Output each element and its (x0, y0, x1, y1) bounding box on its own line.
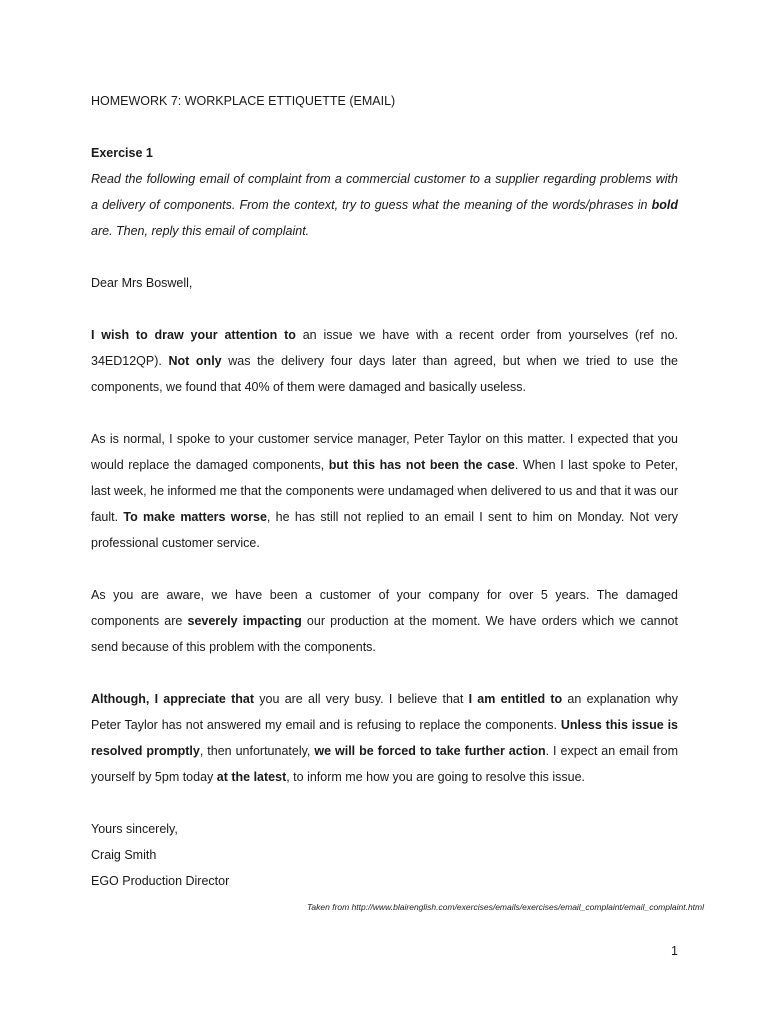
bold-phrase: we will be forced to take further action (314, 744, 546, 758)
text: As you are aware, we have been a customer of your company for over 5 years. The damaged components are (91, 588, 678, 628)
instruction-bold-word: bold (651, 198, 678, 212)
letter-paragraph-3 (91, 582, 678, 660)
text: an explanation why Peter Taylor has not answered my email and is refusing to replace the components. (91, 692, 678, 732)
document-body (91, 88, 678, 894)
bold-phrase: I wish to draw your attention to (91, 328, 296, 342)
bold-phrase: I am entitled to (468, 692, 563, 706)
text: . I expect an email from yourself by 5pm today (91, 744, 678, 784)
text: As is normal, I spoke to your customer service manager, Peter Taylor on this matter. I expected that you would replace the damaged components, (91, 432, 678, 472)
exercise-instruction (91, 166, 678, 244)
text: our production at the moment. We have orders which we cannot send because of this problem with the components. (91, 614, 678, 654)
bold-phrase: severely impacting (187, 614, 302, 628)
page-title: HOMEWORK 7: WORKPLACE ETTIQUETTE (EMAIL) (91, 94, 396, 108)
letter-paragraph-1 (91, 322, 678, 400)
text: . When I last spoke to Peter, last week, he informed me that the components were undamaged when delivered to us and that it was our fault. (91, 458, 679, 524)
text: you are all very busy. I believe that (254, 692, 469, 706)
text: an issue we have with a recent order from yourselves (ref no. 34ED12QP). (91, 328, 678, 368)
page-number: 1 (671, 944, 678, 958)
bold-phrase: at the latest (216, 770, 287, 784)
instruction-text-end: are. Then, reply this email of complaint. (91, 224, 310, 238)
bold-phrase: Although, I appreciate that (91, 692, 255, 706)
text: was the delivery four days later than agreed, but when we tried to use the components, we found that 40% of them were damaged and basically useless. (91, 354, 678, 394)
text: , to inform me how you are going to resolve this issue. (286, 770, 585, 784)
bold-phrase: Unless this issue is resolved promptly (91, 718, 678, 758)
signer-name: Craig Smith (91, 848, 157, 862)
letter-paragraph-4 (91, 686, 678, 790)
bold-phrase: but this has not been the case (328, 458, 515, 472)
text: , he has still not replied to an email I sent to him on Monday. Not very professional customer service. (91, 510, 678, 550)
bold-phrase: Not only (168, 354, 222, 368)
letter-paragraph-2 (91, 426, 678, 556)
closing: Yours sincerely, (91, 822, 178, 836)
signer-title: EGO Production Director (91, 874, 230, 888)
exercise-heading: Exercise 1 (91, 146, 153, 160)
text: , then unfortunately, (199, 744, 315, 758)
instruction-text: Read the following email of complaint from a commercial customer to a supplier regarding problems with a delivery of components. From the context, try to guess what the meaning of the words/phrases in (91, 172, 678, 212)
bold-phrase: To make matters worse (123, 510, 267, 524)
source-citation: Taken from http://www.blairenglish.com/exercises/emails/exercises/email_complaint/email_complaint.html (307, 902, 704, 912)
salutation: Dear Mrs Boswell, (91, 276, 193, 290)
